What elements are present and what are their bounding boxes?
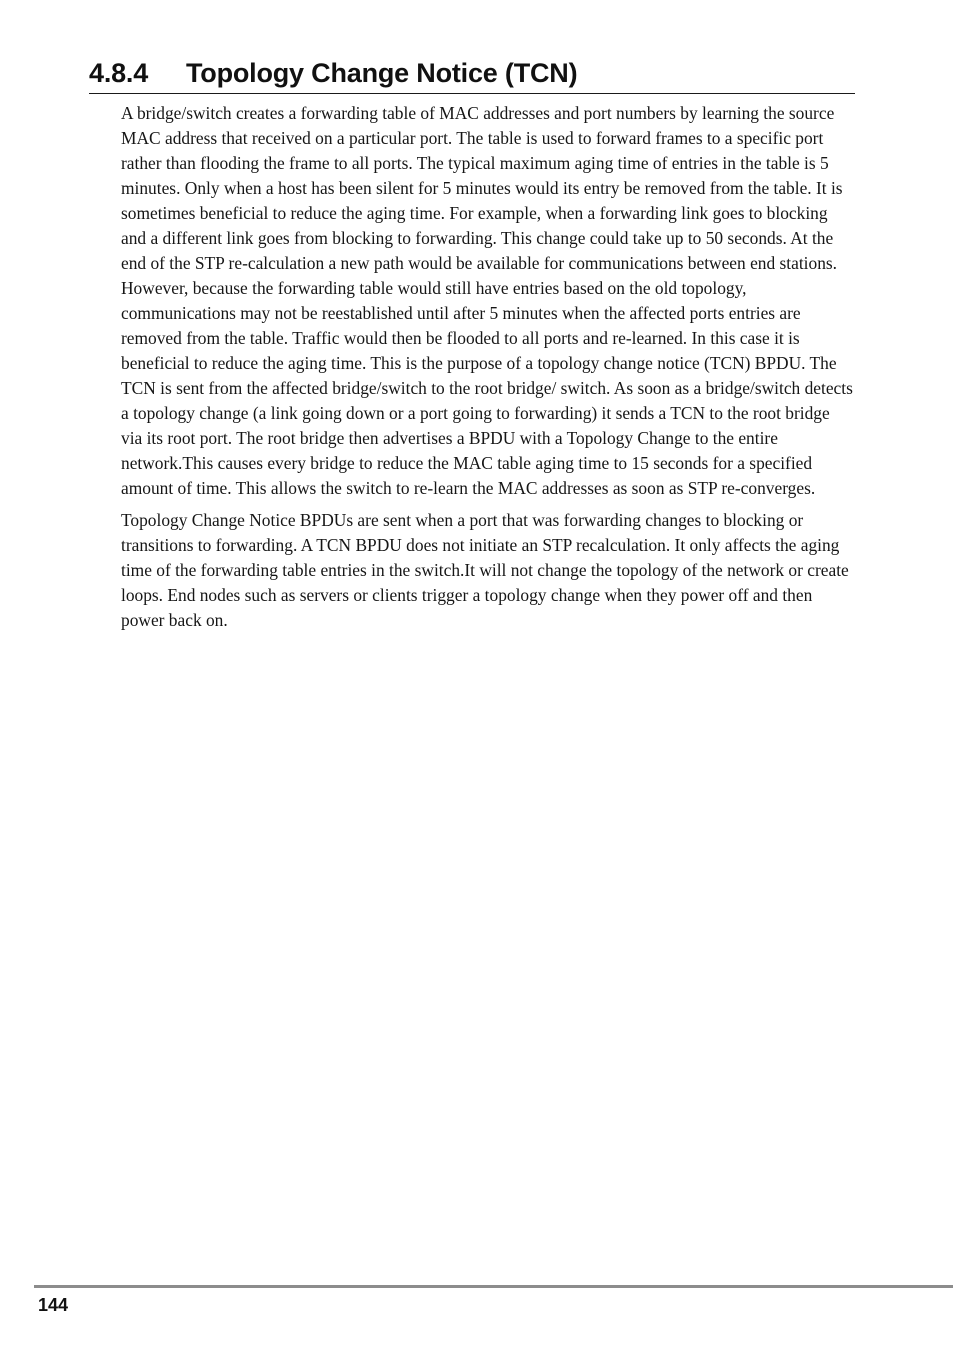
section-heading [89,56,855,94]
footer-divider [34,1285,953,1288]
section-title: Topology Change Notice (TCN) [186,58,578,88]
paragraph: Topology Change Notice BPDUs are sent when a port that was forwarding changes to blocking or transitions to forwarding. A TCN BPDU does not initiate an STP recalculation. It only affects the aging time of the forwarding table entries in the switch.It will not change the topology of the network or create loops. End nodes such as servers or clients trigger a topology change when they power off and then power back on. [121,510,849,630]
body-text [121,101,855,640]
paragraph: A bridge/switch creates a forwarding table of MAC addresses and port numbers by learning the source MAC address that received on a particular port. The table is used to forward frames to a specific port rather than flooding the frame to all ports. The typical maximum aging time of entries in the table is 5 minutes. Only when a host has been silent for 5 minutes would its entry be removed from the table. It is sometimes beneficial to reduce the aging time. For example, when a forwarding link goes to blocking and a different link goes from blocking to forwarding. This change could take up to 50 seconds. At the end of the STP re-calculation a new path would be available for communications between end stations. However, because the forwarding table would still have entries based on the old topology, communications may not be reestablished until after 5 minutes when the affected ports entries are removed from the table. Traffic would then be flooded to all ports and re-learned. In this case it is beneficial to reduce the aging time. This is the purpose of a topology change notice (TCN) BPDU. The TCN is sent from the affected bridge/switch to the root bridge/ switch. As soon as a bridge/switch detects a topology change (a link going down or a port going to forwarding) it sends a TCN to the root bridge via its root port. The root bridge then advertises a BPDU with a Topology Change to the entire network.This causes every bridge to reduce the MAC table aging time to 15 seconds for a specified amount of time. This allows the switch to re-learn the MAC addresses as soon as STP re-converges. [121,103,853,498]
page-number: 144 [38,1295,69,1315]
section-number: 4.8.4 [89,58,149,88]
